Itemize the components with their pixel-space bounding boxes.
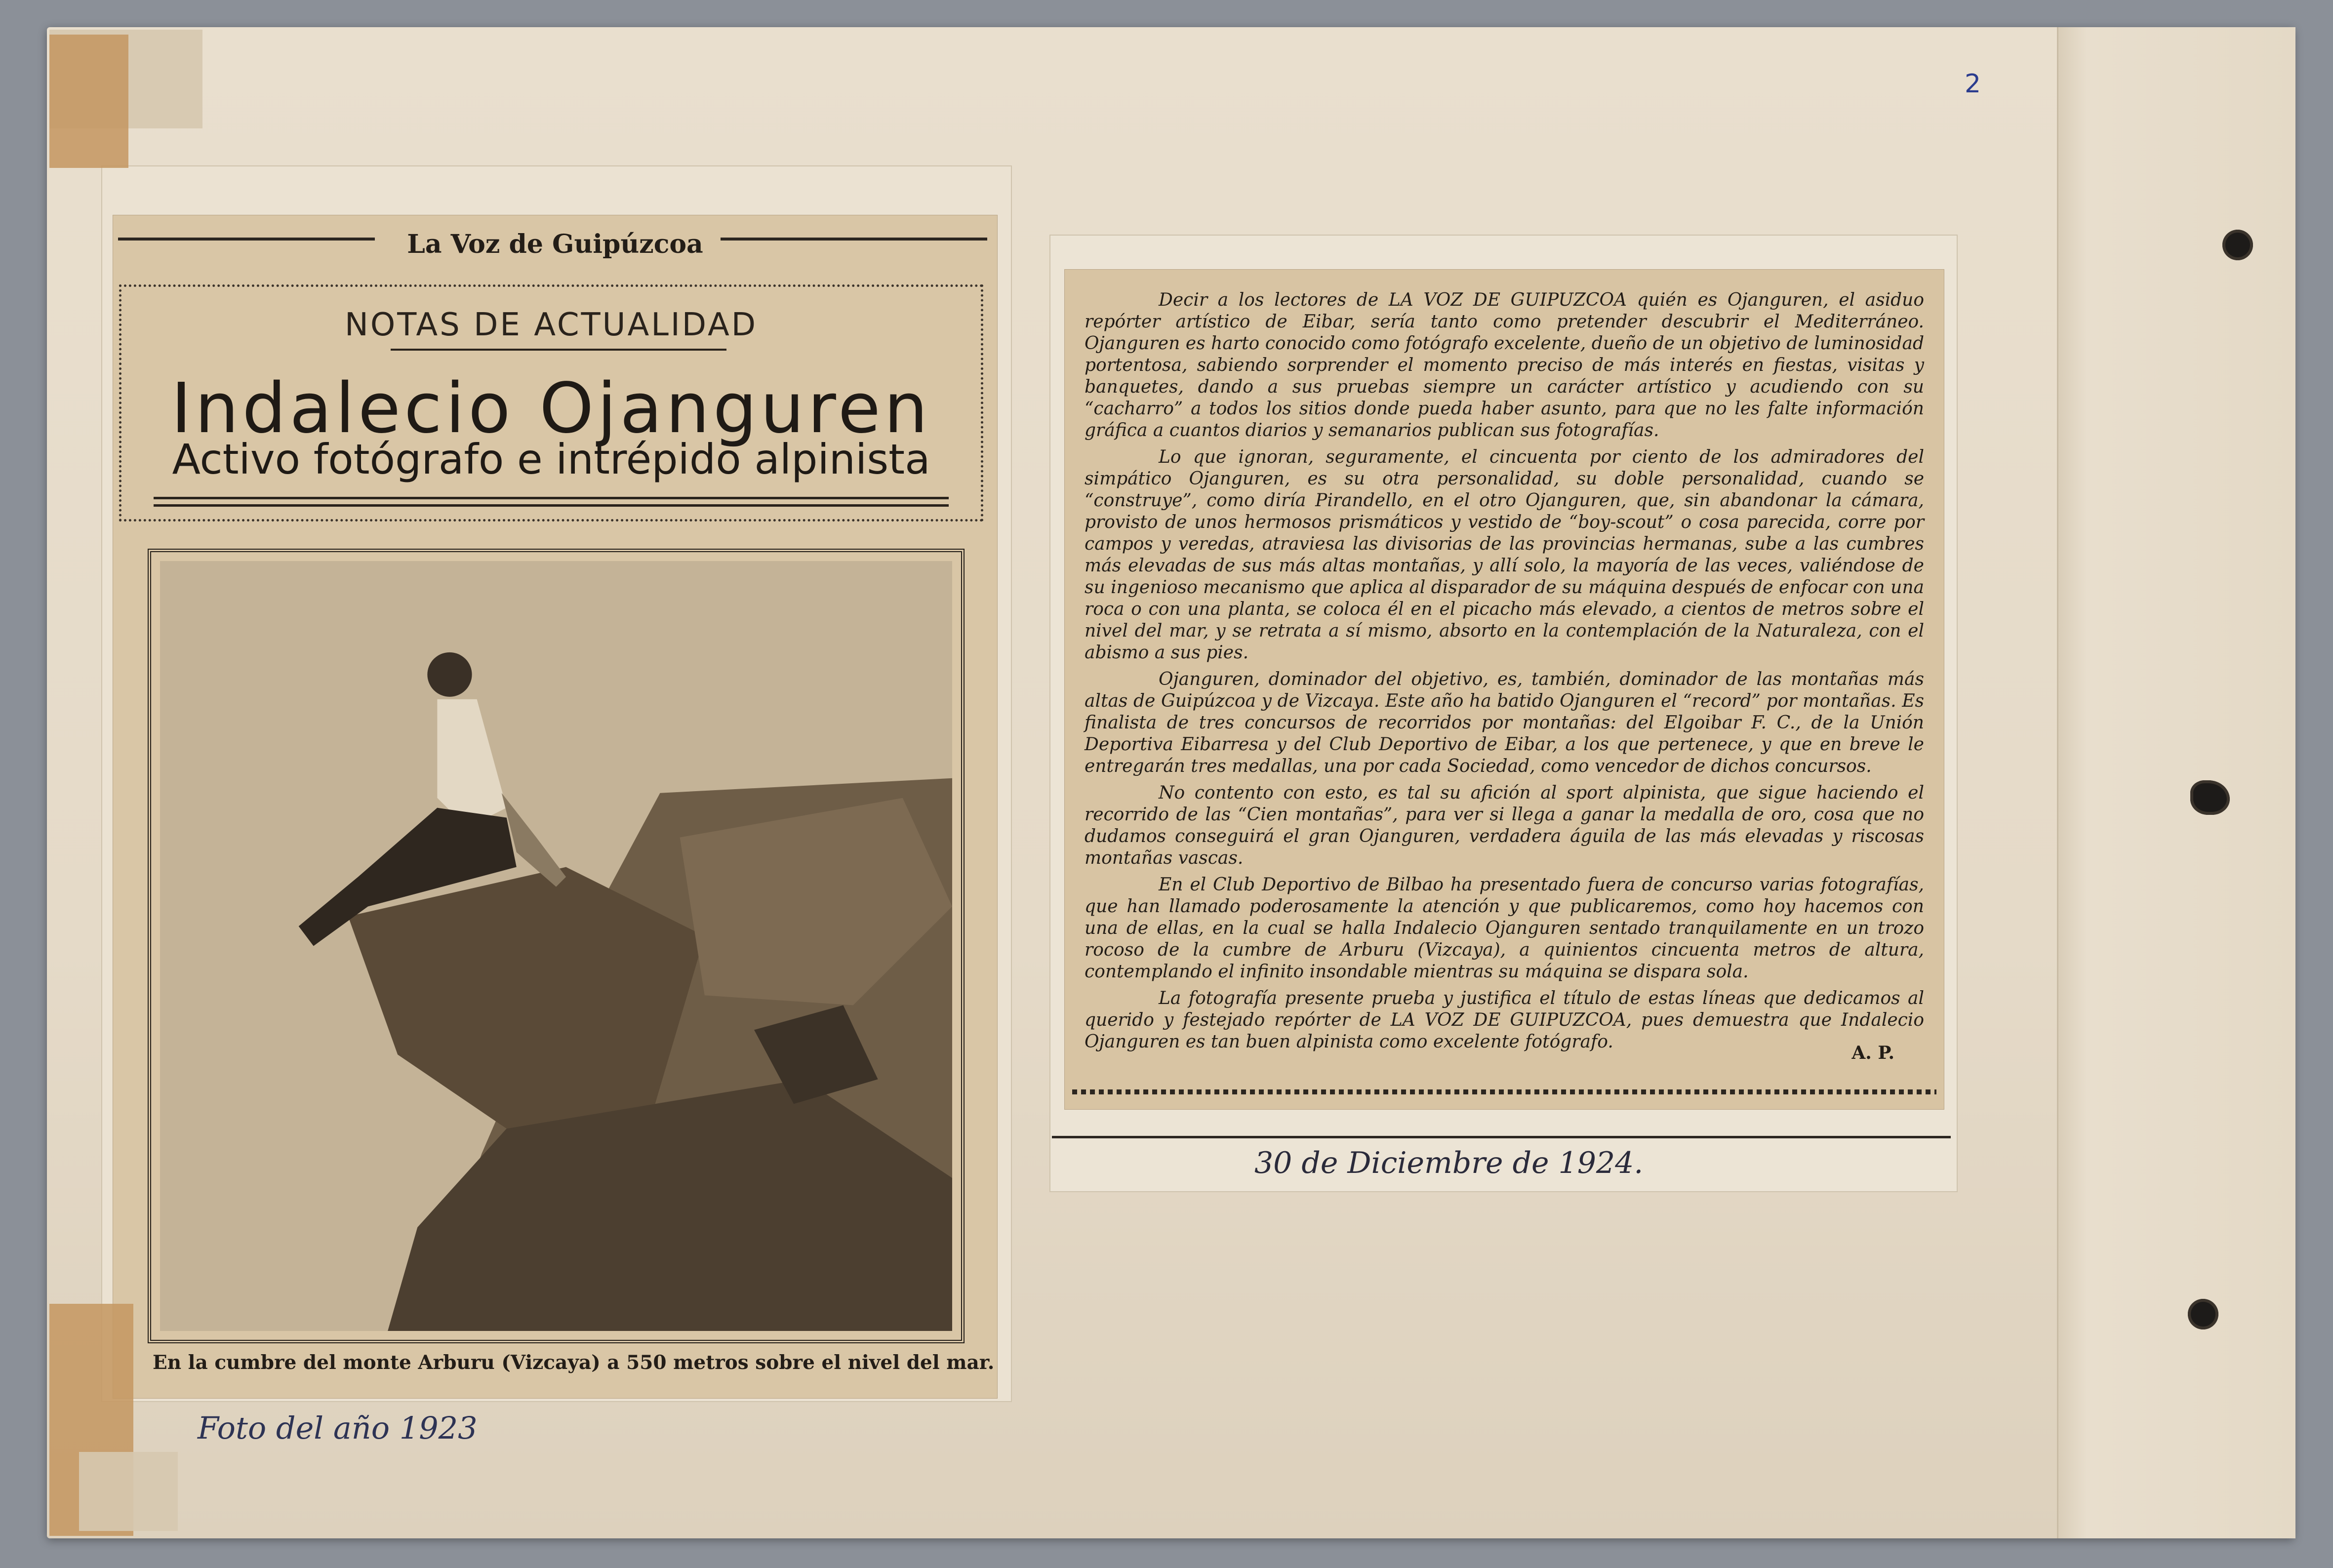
- tape-bottom-left-edge: [79, 1452, 178, 1531]
- article-paragraph: Decir a los lectores de LA VOZ DE GUIPUZCOA quién es Ojanguren, el asiduo repórter artístico de Eibar, sería tanto como pretender descubrir el Mediterráneo. Ojanguren es harto conocido como fotógrafo excelente, dueño de un objetivo de luminosidad portentosa, sabiendo sorprender el momento preciso de más interés en fiestas, visitas y banquetes, dando a sus pruebas siempre un carácter artístico y acudiendo con su “cacharro” a todos los sitios donde pueda haber asunto, para que no les falte información gráfica a cuantos diarios y semanarios publican sus fotografías.: [1085, 290, 1924, 441]
- article-paragraph: Ojanguren, dominador del objetivo, es, también, dominador de las montañas más altas de Guipúzcoa y de Vizcaya. Este año ha batido Ojanguren el “record” por montañas. Es finalista de tres concursos de recorridos por montañas: del Elgoibar F. C., de la Unión Deportiva Eibarresa y del Club Deportivo de Eibar, a los que pertenece, y que en breve le entregarán tres medallas, una por cada Sociedad, como vencedor de dichos concursos.: [1085, 669, 1924, 776]
- article-paragraph: No contento con esto, es tal su afición al sport alpinista, que sigue haciendo el recorrido de las “Cien montañas”, para ver si llega a ganar la medalla de oro, cosa que no dudamos conseguirá el gran Ojanguren, verdadera águila de las más elevadas y riscosas montañas vascas.: [1085, 783, 1924, 868]
- article-paragraph: En el Club Deportivo de Bilbao ha presentado fuera de concurso varias fotografías, que han llamado poderosamente la atención y que publicaremos, como hoy hacemos con una de ellas, en la cual se halla Indalecio Ojanguren sentado tranquilamente en un trozo rocoso de la cumbre de Arburu (Vizcaya), a quinientos cincuenta metros de altura, contemplando el infinito insondable mientras su máquina se dispara sola.: [1085, 875, 1924, 982]
- punch-hole-top: [2222, 230, 2253, 260]
- page-number: 2: [1965, 69, 1981, 99]
- binding-strip: [2057, 27, 2295, 1538]
- handwritten-date: 30 de Diciembre de 1924.: [1254, 1146, 1644, 1180]
- newspaper-masthead: La Voz de Guipúzcoa: [407, 229, 703, 259]
- section-label: NOTAS DE ACTUALIDAD: [345, 307, 758, 343]
- left-clipping: [113, 215, 998, 1399]
- photo-caption: En la cumbre del monte Arburu (Vizcaya) a 550 metros sobre el nivel del mar.: [153, 1351, 995, 1374]
- right-clipping-rule-bottom: [1052, 1136, 1951, 1138]
- headline-rule-top: [154, 504, 949, 507]
- right-clipping: [1064, 269, 1944, 1110]
- tape-top-left-edge: [49, 35, 128, 168]
- subheadline: Activo fotógrafo e intrépido alpinista: [172, 435, 930, 483]
- handwritten-note: Foto del año 1923: [198, 1410, 478, 1446]
- article-signature: A. P.: [1851, 1043, 1894, 1063]
- photograph-alpinist-on-rock: [160, 561, 952, 1331]
- header-box: [119, 284, 983, 522]
- article-paragraph: Lo que ignoran, seguramente, el cincuenta por ciento de los admiradores del simpático Ojanguren, es su otra personalidad, su doble personalidad, cuando se “construye”, como diría Pirandello, en el otro Ojanguren, que, sin abandonar la cámara, provisto de unos hermosos prismáticos y vestido de “boy-scout” o cosa parecida, corre por campos y veredas, atraviesa las divisorias de las provincias hermanas, sube a las cumbres más elevadas de sus más altas montañas, y allí solo, la mayoría de las veces, valiéndose de su ingenioso mecanismo que aplica al disparador de su máquina después de enfocar con una roca o con una planta, se coloca él en el picacho más elevado, a cientos de metros sobre el nivel del mar, y se retrata a sí mismo, absorto en la contemplación de la Naturaleza, con el abismo a sus pies.: [1085, 447, 1924, 663]
- section-underline: [391, 349, 726, 351]
- headline-rule-bottom: [154, 497, 949, 499]
- headline: Indalecio Ojanguren: [171, 368, 931, 449]
- article-bottom-border: [1072, 1089, 1936, 1094]
- article-paragraph: La fotografía presente prueba y justifica el título de estas líneas que dedicamos al querido y festejado repórter de LA VOZ DE GUIPUZCOA, pues demuestra que Indalecio Ojanguren es tan buen alpinista como excelente fotógrafo.: [1085, 988, 1924, 1052]
- punch-hole-bottom: [2188, 1299, 2218, 1329]
- photograph-illustration: [160, 561, 952, 1331]
- photo-frame: [148, 549, 965, 1343]
- article-body: [1085, 289, 1924, 1058]
